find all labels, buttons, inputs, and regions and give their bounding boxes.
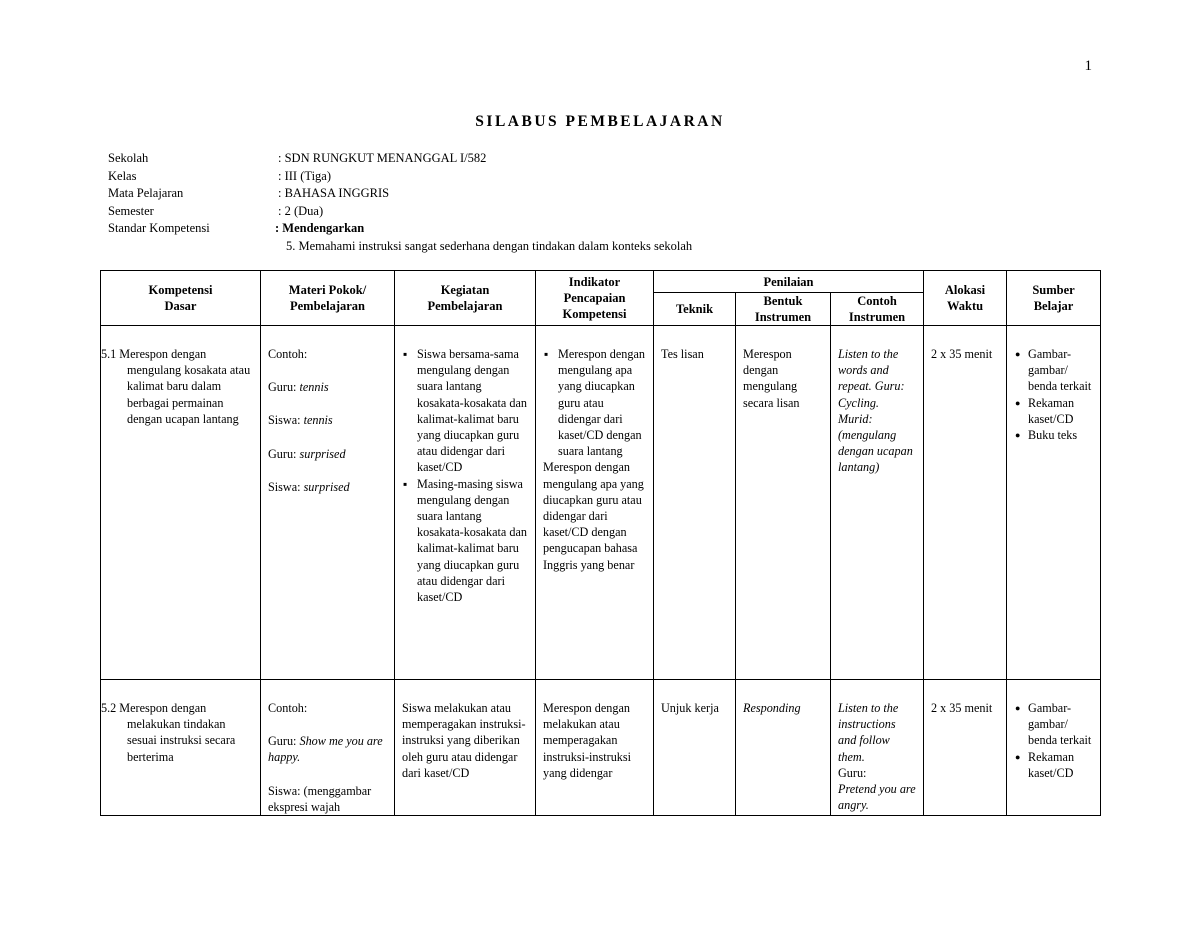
standar-detail: 5. Memahami instruksi sangat sederhana dengan tindakan dalam konteks sekolah xyxy=(286,238,693,253)
info-row-semester xyxy=(108,203,908,221)
cell-indikator: Merespon dengan melakukan atau memperagakan instruksi-instruksi yang didengar xyxy=(536,680,654,816)
cell-kompetensi-dasar: 5.2 Merespon dengan melakukan tindakan sesuai instruksi secara berterima xyxy=(101,680,261,816)
info-value: : III (Tiga) xyxy=(278,168,332,183)
header-indikator: Indikator Pencapaian Kompetensi xyxy=(536,271,654,326)
page-number: 1 xyxy=(1084,58,1092,74)
syllabus-table xyxy=(100,270,1101,816)
header-kompetensi-dasar: Kompetensi Dasar xyxy=(101,271,261,326)
list-item: ▪ Siswa bersama-sama mengulang dengan suara lantang kosakata-kosakata dan kalimat-kalimat baru yang diucapkan guru atau didengar dari kaset/CD xyxy=(402,346,528,476)
info-row-sekolah xyxy=(108,150,908,168)
list-item: ● Buku teks xyxy=(1014,427,1093,443)
list-item: ● Rekaman kaset/CD xyxy=(1014,395,1093,427)
info-row-kelas xyxy=(108,168,908,186)
info-value: : Mendengarkan xyxy=(275,221,365,235)
cell-teknik: Tes lisan xyxy=(654,326,736,680)
cell-sumber xyxy=(1007,326,1101,680)
cell-alokasi: 2 x 35 menit xyxy=(924,680,1007,816)
header-alokasi-waktu: Alokasi Waktu xyxy=(924,271,1007,326)
info-label: Sekolah xyxy=(108,151,149,165)
cell-kegiatan: Siswa melakukan atau memperagakan instruksi-instruksi yang diberikan oleh guru atau didengar dari kaset/CD xyxy=(395,680,536,816)
cell-bentuk: Responding xyxy=(736,680,831,816)
cell-contoh: Listen to the words and repeat. Guru: Cycling. Murid: (mengulang dengan ucapan lantang) xyxy=(831,326,924,680)
list-item: ● Gambar-gambar/ benda terkait xyxy=(1014,346,1093,395)
info-row-mapel xyxy=(108,185,908,203)
cell-materi: Contoh: Guru: Show me you are happy. Siswa: (menggambar ekspresi wajah xyxy=(261,680,395,816)
info-row-standar xyxy=(108,220,908,238)
info-label: Semester xyxy=(108,203,154,218)
cell-indikator: ▪ Merespon dengan mengulang apa yang diucapkan guru atau didengar dari kaset/CD dengan suara lantang Merespon dengan mengulang apa yang diucapkan guru atau didengar dari kaset/CD dengan pengucapan bahasa Inggris yang benar xyxy=(536,326,654,680)
table-row xyxy=(101,326,1101,680)
cell-teknik: Unjuk kerja xyxy=(654,680,736,816)
header-teknik: Teknik xyxy=(654,293,736,326)
header-sumber-belajar: Sumber Belajar xyxy=(1007,271,1101,326)
cell-contoh: Listen to the instructions and follow them. Guru: Pretend you are angry. xyxy=(831,680,924,816)
identity-block xyxy=(108,150,908,255)
info-value: : SDN RUNGKUT MENANGGAL I/582 xyxy=(278,151,487,165)
cell-bentuk: Merespon dengan mengulang secara lisan xyxy=(736,326,831,680)
info-value: : 2 (Dua) xyxy=(278,203,324,218)
list-item: ▪ Masing-masing siswa mengulang dengan suara lantang kosakata-kosakata dan kalimat-kalimat baru yang diucapkan guru atau didengar dari kaset/CD xyxy=(402,476,528,606)
page-title: SILABUS PEMBELAJARAN xyxy=(475,113,725,130)
cell-sumber xyxy=(1007,680,1101,816)
info-label: Kelas xyxy=(108,168,137,183)
info-label: Standar Kompetensi xyxy=(108,221,210,235)
list-item: ▪ Merespon dengan mengulang apa yang diucapkan guru atau didengar dari kaset/CD dengan suara lantang xyxy=(543,346,646,459)
list-item: ● Gambar-gambar/ benda terkait xyxy=(1014,700,1093,749)
cell-kompetensi-dasar: 5.1 Merespon dengan mengulang kosakata atau kalimat baru dalam berbagai permainan dengan ucapan lantang xyxy=(101,326,261,680)
header-bentuk-instrumen: Bentuk Instrumen xyxy=(736,293,831,326)
header-materi-pokok: Materi Pokok/ Pembelajaran xyxy=(261,271,395,326)
header-penilaian: Penilaian xyxy=(654,271,924,293)
list-item: ● Rekaman kaset/CD xyxy=(1014,749,1093,781)
table-row xyxy=(101,680,1101,816)
cell-kegiatan xyxy=(395,326,536,680)
cell-materi: Contoh: Guru: tennis Siswa: tennis Guru: surprised Siswa: surprised xyxy=(261,326,395,680)
header-kegiatan: Kegiatan Pembelajaran xyxy=(395,271,536,326)
info-value: : BAHASA INGGRIS xyxy=(278,186,390,200)
header-contoh-instrumen: Contoh Instrumen xyxy=(831,293,924,326)
info-label: Mata Pelajaran xyxy=(108,186,184,200)
cell-alokasi: 2 x 35 menit xyxy=(924,326,1007,680)
